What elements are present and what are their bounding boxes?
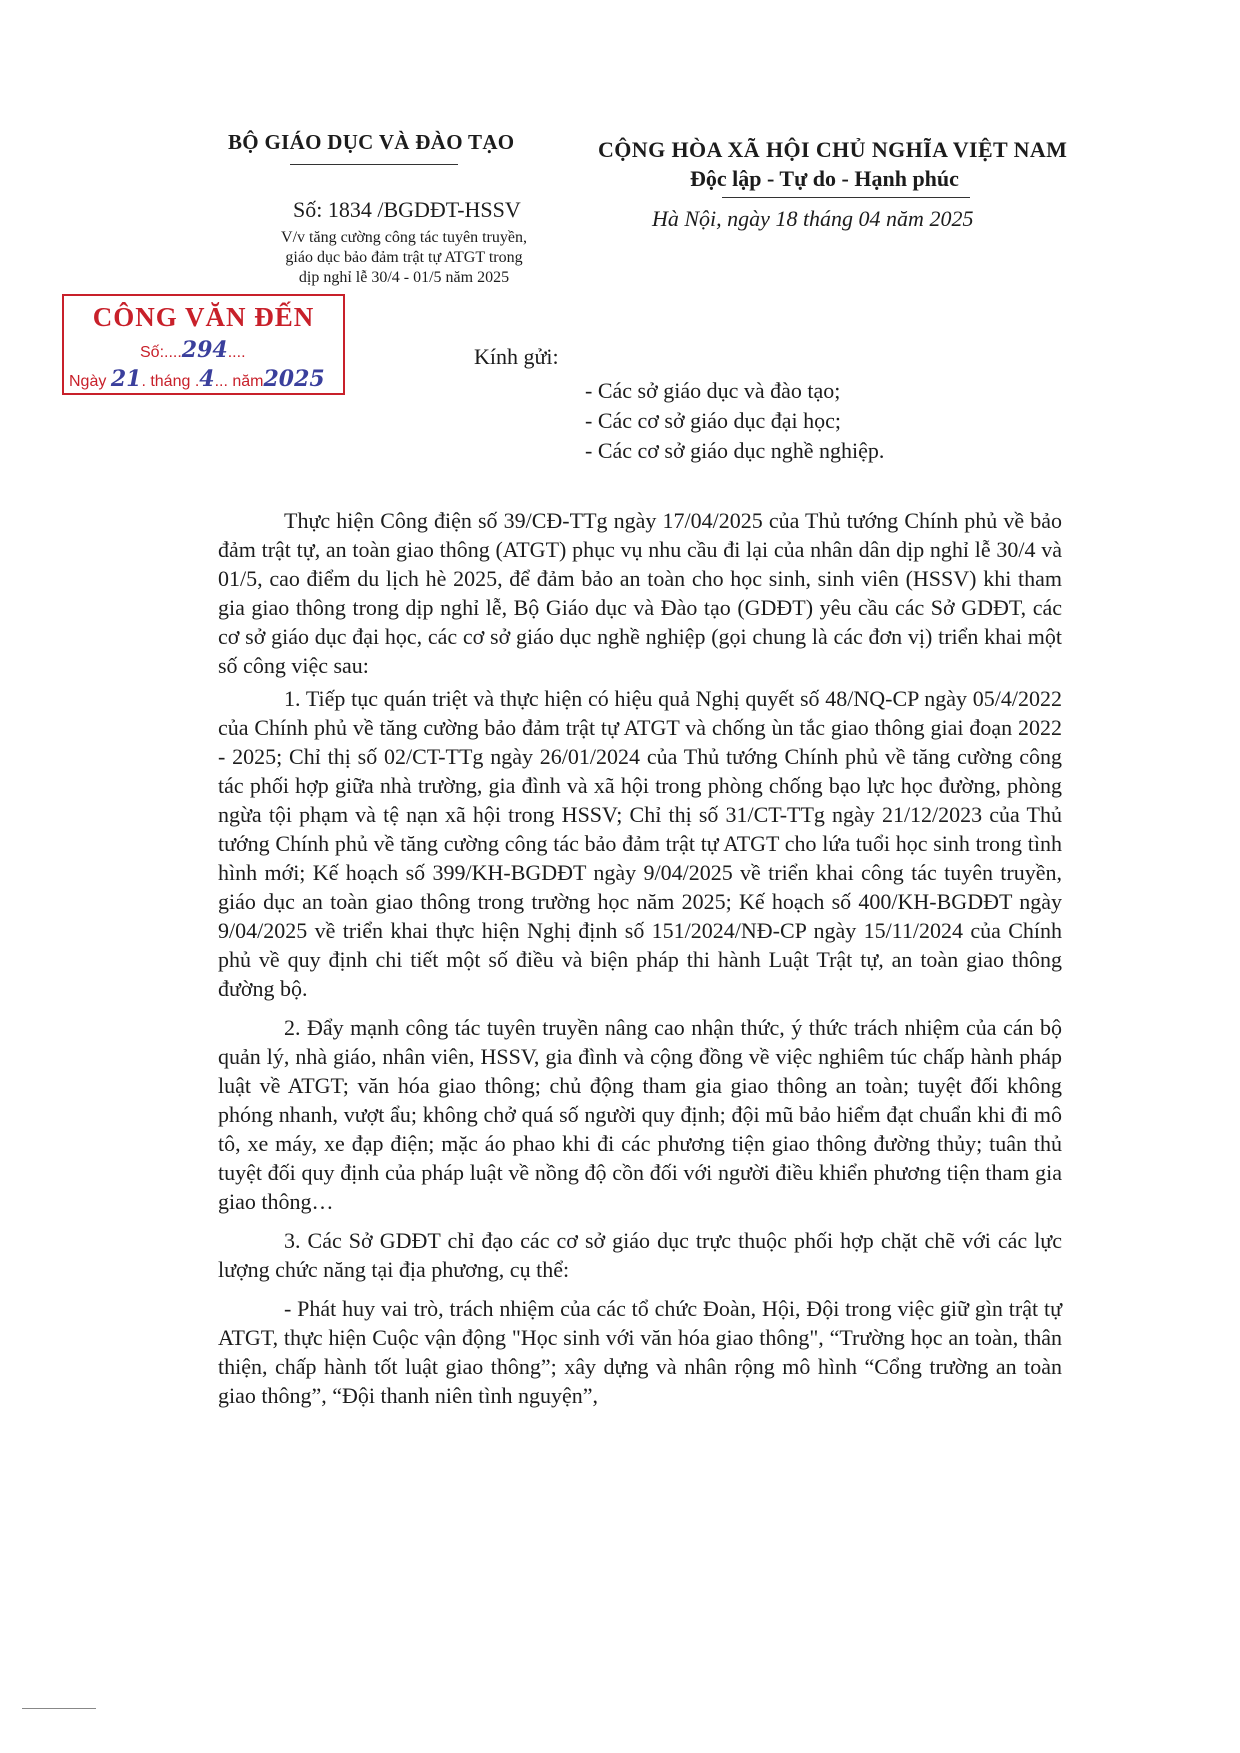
- recipient-item: - Các cơ sở giáo dục đại học;: [585, 408, 842, 433]
- document-date: Hà Nội, ngày 18 tháng 04 năm 2025: [652, 206, 974, 231]
- subject-line: giáo dục bảo đảm trật tự ATGT trong: [285, 249, 523, 266]
- recipient-item: - Các cơ sở giáo dục nghề nghiệp.: [585, 438, 885, 463]
- stamp-year-value: 2025: [263, 366, 325, 392]
- recipient-item: - Các sở giáo dục và đào tạo;: [585, 378, 841, 403]
- country-name: CỘNG HÒA XÃ HỘI CHỦ NGHĨA VIỆT NAM: [598, 137, 1068, 162]
- document-subject: [238, 228, 570, 288]
- stamp-number-label: Số:: [140, 344, 165, 361]
- body-paragraph-3-item: - Phát huy vai trò, trách nhiệm của các tổ chức Đoàn, Hội, Đội trong việc giữ gìn trật tự ATGT, thực hiện Cuộc vận động "Học sinh với văn hóa giao thông", “Trường học an toàn, thân thiện, chấp hành tốt luật giao thông”; xây dựng và nhân rộng mô hình “Cổng trường an toàn giao thông”, “Đội thanh niên tình nguyện”,: [218, 1296, 1062, 1408]
- body-paragraph-3: 3. Các Sở GDĐT chỉ đạo các cơ sở giáo dục trực thuộc phối hợp chặt chẽ với các lực lượng chức năng tại địa phương, cụ thể:: [218, 1228, 1062, 1282]
- document-number: Số: 1834 /BGDĐT-HSSV: [293, 197, 521, 222]
- body-paragraph-2: 2. Đẩy mạnh công tác tuyên truyền nâng cao nhận thức, ý thức trách nhiệm của cán bộ quản lý, nhà giáo, nhân viên, HSSV, gia đình và cộng đồng về việc nghiêm túc chấp hành pháp luật về ATGT; văn hóa giao thông; chủ động tham gia giao thông an toàn; tuyệt đối không phóng nhanh, vượt ẩu; không chở quá số người quy định; đội mũ bảo hiểm đạt chuẩn khi đi mô tô, xe máy, xe đạp điện; mặc áo phao khi đi các phương tiện giao thông đường thủy; tuân thủ tuyệt đối quy định của pháp luật về nồng độ cồn đối với người điều khiển phương tiện tham gia giao thông…: [218, 1015, 1062, 1214]
- subject-line: V/v tăng cường công tác tuyên truyền,: [281, 229, 527, 246]
- stamp-title: CÔNG VĂN ĐẾN: [92, 302, 315, 332]
- stamp-year-label: năm: [232, 373, 264, 390]
- organization-underline: [290, 164, 458, 165]
- stamp-number-row: Số:....294....: [140, 337, 246, 363]
- footer-rule: [22, 1708, 96, 1709]
- motto-underline: [722, 197, 970, 198]
- document-body: [218, 506, 1062, 1420]
- recipient-list: [585, 376, 884, 466]
- stamp-day-label: Ngày: [69, 373, 107, 390]
- stamp-month-label: tháng: [150, 373, 191, 390]
- body-paragraph-intro: Thực hiện Công điện số 39/CĐ-TTg ngày 17/04/2025 của Thủ tướng Chính phủ về bảo đảm trật tự, an toàn giao thông (ATGT) phục vụ nhu cầu đi lại của nhân dân dịp nghỉ lễ 30/4 và 01/5, cao điểm du lịch hè 2025, để đảm bảo an toàn cho học sinh, sinh viên (HSSV) khi tham gia giao thông trong dịp nghỉ lễ, Bộ Giáo dục và Đào tạo (GDĐT) yêu cầu các Sở GDĐT, các cơ sở giáo dục đại học, các cơ sở giáo dục nghề nghiệp (gọi chung là các đơn vị) triển khai một số công việc sau:: [218, 508, 1062, 678]
- national-motto: Độc lập - Tự do - Hạnh phúc: [690, 166, 959, 191]
- stamp-month-value: 4: [199, 366, 215, 392]
- organization-name: BỘ GIÁO DỤC VÀ ĐÀO TẠO: [228, 130, 515, 154]
- body-paragraph-1: 1. Tiếp tục quán triệt và thực hiện có hiệu quả Nghị quyết số 48/NQ-CP ngày 05/4/2022 của Chính phủ về tăng cường bảo đảm trật tự ATGT và chống ùn tắc giao thông giai đoạn 2022 - 2025; Chỉ thị số 02/CT-TTg ngày 26/01/2024 của Thủ tướng Chính phủ về tăng cường công tác phối hợp giữa nhà trường, gia đình và xã hội trong phòng chống bạo lực học đường, phòng ngừa tội phạm và tệ nạn xã hội trong HSSV; Chỉ thị số 31/CT-TTg ngày 21/12/2023 của Thủ tướng Chính phủ về tăng cường công tác bảo đảm trật tự ATGT cho lứa tuổi học sinh trong tình hình mới; Kế hoạch số 399/KH-BGDĐT ngày 9/04/2025 về triển khai công tác tuyên truyền, giáo dục an toàn giao thông trong trường học năm 2025; Kế hoạch số 400/KH-BGDĐT ngày 9/04/2025 về triển khai thực hiện Nghị định số 151/2024/NĐ-CP ngày 15/11/2024 của Chính phủ về quy định chi tiết một số điều và biện pháp thi hành Luật Trật tự, an toàn giao thông đường bộ.: [218, 686, 1062, 1001]
- received-stamp: [62, 294, 345, 395]
- stamp-date-row: Ngày 21. tháng .4... năm2025: [69, 366, 325, 392]
- greeting: Kính gửi:: [474, 344, 559, 369]
- stamp-day-value: 21: [110, 366, 142, 392]
- subject-line: dịp nghỉ lễ 30/4 - 01/5 năm 2025: [298, 269, 510, 286]
- stamp-number-value: 294: [181, 337, 228, 363]
